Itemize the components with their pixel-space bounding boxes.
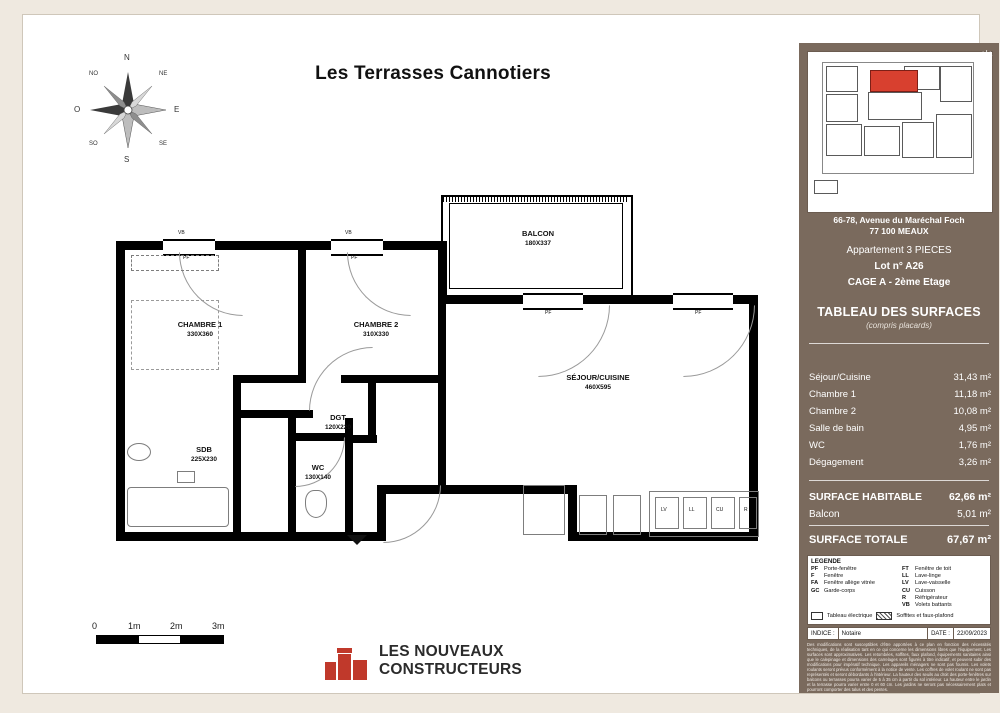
legend-item	[902, 580, 987, 587]
legend-key: PF	[811, 566, 819, 572]
appliance-ll	[683, 497, 707, 529]
door-swing-sejour-1	[538, 305, 610, 377]
legend-item	[811, 580, 896, 587]
keymap-core	[868, 92, 922, 120]
compass-label-so: SO	[89, 141, 98, 147]
door-swing-dgt	[309, 347, 373, 411]
habitable-value: 62,66 m²	[948, 491, 991, 503]
legend-value: Lave-linge	[915, 573, 941, 580]
surface-label: WC	[809, 440, 825, 451]
legend-value: Fenêtre	[824, 573, 844, 580]
legend-value: Volets battants	[915, 602, 952, 609]
balcon-value: 5,01 m²	[957, 509, 991, 520]
legend-key: FT	[902, 566, 909, 572]
tag-pf-3: PF	[545, 310, 552, 316]
room-label-dgt: DGT 120X220	[324, 413, 352, 431]
legend-col-left	[811, 566, 896, 609]
legend-footer-right: Soffites et faux-plafond	[896, 613, 954, 620]
wall-between-bedrooms	[298, 241, 306, 381]
tag-pf-1: PF	[183, 255, 190, 261]
legend-item	[811, 566, 896, 573]
surface-label: Salle de bain	[809, 423, 864, 434]
date-label: DATE :	[931, 630, 950, 637]
soffit-hatch-icon	[876, 612, 892, 620]
surface-label: Chambre 2	[809, 406, 856, 417]
surface-label: Chambre 1	[809, 389, 856, 400]
habitable-label: SURFACE HABITABLE	[809, 491, 922, 503]
legend-key: VB	[902, 602, 910, 609]
total-surface	[809, 531, 991, 550]
appliance-r	[739, 497, 757, 529]
appliance-cu	[711, 497, 735, 529]
company-logo	[323, 641, 533, 685]
toilet-wc	[305, 490, 327, 518]
indice-value: Notaire	[841, 630, 862, 637]
plan-sheet	[22, 14, 993, 694]
legend-item	[902, 602, 987, 609]
legend-key: LL	[902, 573, 909, 580]
logo-mark-icon	[323, 644, 371, 680]
surface-row	[809, 454, 991, 471]
compass-label-no: NO	[89, 71, 98, 77]
project-address: 66-78, Avenue du Maréchal Foch 77 100 MEAUX	[833, 215, 965, 237]
total-value: 67,67 m²	[946, 534, 991, 546]
keymap-unit-4	[864, 126, 900, 156]
tag-r: R	[744, 507, 748, 513]
surface-value: 10,08 m²	[953, 406, 991, 417]
surface-table-title: TABLEAU DES SURFACES	[817, 305, 981, 319]
page-title: Les Terrasses Cannotiers	[315, 63, 551, 84]
scale-tick-3: 3m	[212, 621, 225, 631]
legal-smallprint: Des modifications sont susceptibles d'être apportées à ce plan en fonction des nécessités techniques, de la réalisation tant en ce qui concerne les dimensions libres que l'équipement. Les surfaces sont approximatives. Les retombées, soffites, faux plafond, équipements sanitaires ainsi que le calepinage et dimensions des carrelages sont figurés à titre indicatif, et peuvent subir des modifications pour impératif technique. Les appareils ménagers ne sont pas fournis. Les volets roulants seront prévus conformément à la notice de vente. Les coffres de volet roulant ne sont pas représentés et seront débordants à l'intérieur. La hauteur des seuils au droit des porte-fenêtres sur balcons ou terrasses pourra varier de 5 à 35 cm à partir du sol intérieur. La hauteur entre le jardin et la terrasse pourra varier entre 0 et 60 cm. Les jardins ne seront pas nécessairement plats et pourront comporter des talus et des pentes.	[807, 642, 991, 692]
legend-key: R	[902, 594, 907, 601]
legend-key: GC	[811, 587, 820, 594]
tag-vb-1: VB	[178, 230, 185, 236]
legend-key: F	[811, 573, 815, 580]
legend-key: CU	[902, 587, 911, 594]
scale-seg-2	[138, 635, 182, 644]
legend-item	[902, 573, 987, 580]
legend-value: Réfrigérateur	[915, 594, 948, 601]
legend-value: Garde-corps	[824, 587, 856, 594]
divider-total	[809, 525, 989, 526]
keymap-unit-6	[936, 114, 972, 158]
sink-sdb	[127, 443, 151, 461]
surface-value: 31,43 m²	[953, 372, 991, 383]
tag-pf-4: PF	[695, 310, 702, 316]
legend-item	[811, 588, 896, 595]
compass-label-o: O	[74, 105, 81, 114]
tag-cu: CU	[716, 507, 724, 513]
kitchen-unit-left	[523, 485, 565, 535]
entry-arrow-icon	[347, 535, 367, 547]
compass-star-icon: ✳	[980, 48, 993, 65]
compass-label-s: S	[124, 155, 130, 164]
legend-footer-left: Tableau électrique	[827, 613, 873, 620]
appliance-lv	[655, 497, 679, 529]
kitchen-unit-mid2	[613, 495, 641, 535]
surface-label: Séjour/Cuisine	[809, 372, 871, 383]
indice-bar	[807, 627, 991, 640]
keymap-unit-3	[826, 124, 862, 156]
legend-value: Cuisson	[915, 587, 936, 594]
door-swing-sejour-2	[683, 305, 755, 377]
kitchen-unit-mid	[579, 495, 607, 535]
building-key-map	[807, 51, 993, 213]
surface-list	[809, 369, 991, 471]
electrical-panel-icon	[811, 612, 823, 620]
tag-ll: LL	[689, 507, 695, 513]
balcon-row	[809, 506, 991, 524]
legend-item	[902, 595, 987, 602]
keymap-unit-2	[826, 94, 858, 122]
surface-label: Dégagement	[809, 457, 864, 468]
total-row	[809, 531, 991, 550]
legend-value: Lave-vaisselle	[915, 580, 951, 587]
floor-plan	[83, 195, 783, 575]
divider-habitable	[809, 480, 989, 481]
wall-ch1-side	[233, 375, 241, 415]
surface-row	[809, 369, 991, 386]
surface-row	[809, 386, 991, 403]
compass-label-e: E	[174, 105, 180, 114]
legend-item	[902, 566, 987, 573]
legend-key: FA	[811, 580, 819, 587]
legend-footer	[811, 612, 987, 620]
room-label-balcon: BALCON 180X337	[521, 229, 555, 247]
divider-top	[809, 343, 989, 344]
room-label-wc: WC 130X140	[304, 463, 332, 481]
scale-tick-1: 1m	[128, 621, 141, 631]
wall-ch1-bottom	[233, 375, 306, 383]
closet-ch1	[131, 255, 219, 271]
habitable-row	[809, 488, 991, 506]
tag-vb-2: VB	[345, 230, 352, 236]
bathtub	[127, 487, 229, 527]
surface-row	[809, 420, 991, 437]
room-label-chambre-2: CHAMBRE 2 310X330	[353, 320, 399, 338]
wall-left	[116, 241, 125, 541]
fixture-sdb-small	[177, 471, 195, 483]
legend-value: Fenêtre de toit	[915, 566, 952, 572]
wall-sdb-left	[233, 418, 241, 538]
date-value: 22/09/2023	[956, 630, 987, 637]
keymap-unit-8	[940, 66, 972, 102]
balcon-label: Balcon	[809, 509, 840, 520]
scale-seg-1	[96, 635, 140, 644]
balcony-railing	[443, 197, 627, 202]
room-label-sdb: SDB 225X230	[190, 445, 218, 463]
legend-col-right	[902, 566, 987, 609]
scale-tick-0: 0	[92, 621, 98, 631]
wall-sejour-left-lower	[438, 390, 446, 490]
legend-box	[807, 555, 991, 625]
compass-label-se: SE	[159, 141, 168, 147]
indice-label: INDICE :	[811, 630, 835, 637]
logo-text: LES NOUVEAUX CONSTRUCTEURS	[379, 643, 522, 678]
room-label-sejour-cuisine: SÉJOUR/CUISINE 460X595	[566, 373, 630, 391]
legend-item	[811, 573, 896, 580]
legend-value: Porte-fenêtre	[824, 566, 857, 572]
surface-value: 11,18 m²	[954, 389, 991, 400]
tag-lv: LV	[661, 507, 667, 513]
legend-value: Fenêtre allège vitrée	[824, 580, 875, 587]
keymap-highlight-unit	[870, 70, 918, 92]
room-label-chambre-1: CHAMBRE 1 330X360	[177, 320, 223, 338]
wall-dgt-bottom	[345, 435, 377, 443]
keymap-unit-1	[826, 66, 858, 92]
keymap-unit-5	[902, 122, 934, 158]
surface-row	[809, 403, 991, 420]
surface-table-subtitle: (compris placards)	[866, 321, 932, 330]
door-swing-ch2	[347, 252, 411, 316]
compass-rose-icon	[73, 55, 183, 165]
surface-value: 1,76 m²	[958, 440, 991, 451]
door-swing-entry	[383, 485, 441, 543]
legend-title: LEGENDE	[811, 558, 841, 565]
surface-value: 4,95 m²	[958, 423, 991, 434]
apartment-info: Appartement 3 PIECES Lot n° A26 CAGE A - 2ème Etage	[846, 245, 952, 288]
compass-label-n: N	[124, 53, 130, 62]
keymap-north-box	[814, 180, 838, 194]
total-label: SURFACE TOTALE	[809, 534, 908, 546]
legend-item	[902, 588, 987, 595]
scale-tick-2: 2m	[170, 621, 183, 631]
info-panel	[799, 43, 999, 693]
scale-bar	[88, 623, 268, 651]
habitable-totals	[809, 488, 991, 524]
legend-key: LV	[902, 580, 909, 587]
surface-value: 3,26 m²	[958, 457, 991, 468]
surface-row	[809, 437, 991, 454]
scale-seg-3	[180, 635, 224, 644]
compass-label-ne: NE	[159, 71, 168, 77]
tag-pf-2: PF	[351, 255, 358, 261]
